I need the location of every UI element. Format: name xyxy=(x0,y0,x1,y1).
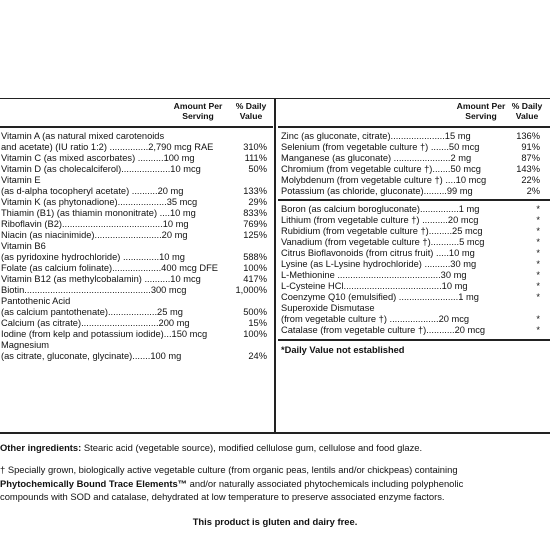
nutrient-label-line-1: Vitamin A (as natural mixed carotenoids xyxy=(1,131,165,141)
footnote-line-2 xyxy=(0,477,550,491)
nutrient-label-line-1: Boron (as calcium borogluconate)...............1 mg xyxy=(281,204,480,214)
right-header xyxy=(278,98,550,128)
nutrient-label-line-2: (as calcium pantothenate)...................25 mg xyxy=(1,307,183,317)
daily-value-percent: 87% xyxy=(521,153,540,163)
nutrient-label-line-1: Vanadium (from vegetable culture †)...........5 mcg xyxy=(281,237,485,247)
nutrient-row xyxy=(278,259,550,270)
nutrient-label-line-1: Niacin (as niacinimide)..........................20 mg xyxy=(1,230,188,240)
nutrient-row xyxy=(278,164,550,175)
nutrient-label-line-1: Rubidium (from vegetable culture †).........25 mcg xyxy=(281,226,483,236)
amount-per-serving-header: Amount Per Serving xyxy=(173,101,223,121)
nutrient-row xyxy=(0,296,273,318)
daily-value-percent: 2% xyxy=(526,186,540,196)
nutrient-label-line-1: Pantothenic Acid xyxy=(1,296,71,306)
nutrient-label-line-1: Zinc (as gluconate, citrate).....................15 mg xyxy=(281,131,471,141)
daily-value-percent: 100% xyxy=(243,263,267,273)
nutrient-label-line-1: Thiamin (B1) (as thiamin mononitrate) ....10 mg xyxy=(1,208,196,218)
daily-value-percent: * xyxy=(536,325,540,335)
nutrient-row xyxy=(278,248,550,259)
footnote-line-3: compounds with SOD and catalase, dehydrated at low temperature to preserve associated enzyme factors. xyxy=(0,491,445,502)
daily-value-percent: 500% xyxy=(243,307,267,317)
daily-value-percent: * xyxy=(536,248,540,258)
amount-per-serving-header: Amount Per Serving xyxy=(456,101,506,121)
footnote-line-1: † Specially grown, biologically active vegetable culture (from organic peas, lentils and/or chickpeas) containing xyxy=(0,464,458,475)
nutrient-label-line-2: (as d-alpha tocopheryl acetate) ..........20 mg xyxy=(1,186,184,196)
nutrient-row xyxy=(278,292,550,303)
nutrient-label xyxy=(1,153,195,164)
nutrient-label xyxy=(281,259,476,270)
nutrient-row xyxy=(0,164,273,175)
nutrient-label xyxy=(1,208,196,219)
left-header xyxy=(0,98,273,128)
nutrient-row xyxy=(278,142,550,153)
footnote-line-2-rest: and/or naturally associated phytochemicals including polyphenolic xyxy=(187,477,464,489)
nutrient-label xyxy=(1,175,183,197)
daily-value-percent: 136% xyxy=(516,131,540,141)
nutrient-label-line-1: Calcium (as citrate)..............................200 mg xyxy=(1,318,190,328)
daily-value-percent: * xyxy=(536,204,540,214)
nutrient-label-line-1: Lithium (from vegetable culture †) ..........20 mcg xyxy=(281,215,479,225)
nutrient-label xyxy=(281,164,481,175)
daily-value-percent: * xyxy=(536,270,540,280)
daily-value-percent: 769% xyxy=(243,219,267,229)
footnote-bold-term: Phytochemically Bound Trace Elements™ xyxy=(0,477,188,489)
nutrient-label-line-1: Vitamin D (as cholecalciferol)...................10 mcg xyxy=(1,164,201,174)
nutrient-label xyxy=(281,186,473,197)
gluten-dairy-free-note: This product is gluten and dairy free. xyxy=(192,516,358,527)
daily-value-percent: 143% xyxy=(516,164,540,174)
nutrient-label-line-1: Vitamin E xyxy=(1,175,41,185)
nutrient-row xyxy=(0,274,273,285)
daily-value-percent: 310% xyxy=(243,142,267,152)
nutrient-label xyxy=(281,237,484,248)
nutrient-row xyxy=(278,226,550,237)
nutrient-label xyxy=(1,241,185,263)
nutrient-label xyxy=(1,197,197,208)
nutrient-row xyxy=(0,263,273,274)
left-column xyxy=(0,98,273,362)
nutrient-row xyxy=(0,241,273,263)
nutrient-label xyxy=(281,226,483,237)
nutrient-row xyxy=(0,153,273,164)
nutrient-row xyxy=(0,285,273,296)
nutrient-label-line-1: Vitamin C (as mixed ascorbates) ..........100 mg xyxy=(1,153,195,163)
nutrient-label-line-1: Selenium (from vegetable culture †) .......50 mcg xyxy=(281,142,480,152)
nutrient-row xyxy=(278,186,550,197)
nutrient-label xyxy=(281,175,486,186)
nutrient-label-line-1: Vitamin B12 (as methylcobalamin) ..........10 mcg xyxy=(1,274,201,284)
nutrient-row xyxy=(0,197,273,208)
nutrient-label xyxy=(1,263,218,274)
nutrient-label xyxy=(281,131,471,142)
daily-value-percent: 15% xyxy=(248,318,267,328)
nutrient-label xyxy=(1,285,186,296)
nutrient-label-line-1: Potassium (as chloride, gluconate).........99 mg xyxy=(281,186,473,196)
nutrient-label-line-1: Vitamin B6 xyxy=(1,241,46,251)
daily-value-percent: 50% xyxy=(248,164,267,174)
right-rows-other xyxy=(278,201,550,341)
nutrient-label xyxy=(281,325,485,336)
other-ingredients-label: Other ingredients: xyxy=(0,442,82,453)
daily-value-percent: 24% xyxy=(248,351,267,361)
nutrient-label-line-1: Magnesium xyxy=(1,340,50,350)
nutrient-label-line-1: Molybdenum (from vegetable culture †) ....10 mcg xyxy=(281,175,487,185)
nutrient-label-line-1: Iodine (from kelp and potassium iodide)...150 mcg xyxy=(1,329,208,339)
nutrient-label-line-1: Biotin.................................................300 mcg xyxy=(1,285,187,295)
daily-value-percent: 111% xyxy=(244,153,267,163)
daily-value-percent: 22% xyxy=(521,175,540,185)
nutrient-label-line-1: Manganese (as gluconate) ......................2 mg xyxy=(281,153,472,163)
nutrient-row xyxy=(0,131,273,153)
nutrient-label xyxy=(281,303,469,325)
daily-value-percent: 133% xyxy=(243,186,267,196)
nutrient-label xyxy=(281,153,471,164)
daily-value-percent: 100% xyxy=(243,329,267,339)
left-rows xyxy=(0,128,273,362)
footnote xyxy=(0,463,550,504)
nutrient-label xyxy=(1,318,190,329)
nutrient-label-line-1: Coenzyme Q10 (emulsified) .......................1 mg xyxy=(281,292,479,302)
nutrient-row xyxy=(0,230,273,241)
nutrient-row xyxy=(278,153,550,164)
nutrient-label xyxy=(281,281,468,292)
nutrient-row xyxy=(278,131,550,142)
nutrient-label-line-1: Riboflavin (B2).......................................10 mg xyxy=(1,219,189,229)
nutrient-label-line-2: (from vegetable culture †) ...................20 mcg xyxy=(281,314,470,324)
nutrient-label xyxy=(281,270,467,281)
daily-value-percent: 29% xyxy=(248,197,267,207)
nutrient-label xyxy=(281,248,475,259)
daily-value-percent: * xyxy=(536,281,540,291)
nutrient-label xyxy=(281,292,479,303)
daily-value-percent: * xyxy=(536,292,540,302)
nutrient-label-line-1: Lysine (as L-Lysine hydrochloride) ..........30 mg xyxy=(281,259,477,269)
nutrient-label xyxy=(1,296,183,318)
daily-value-percent: 1,000% xyxy=(235,285,267,295)
other-ingredients-text: Stearic acid (vegetable source), modified cellulose gum, cellulose and food glaze. xyxy=(83,442,423,453)
daily-value-percent: * xyxy=(536,226,540,236)
daily-value-percent: 833% xyxy=(243,208,267,218)
daily-value-percent: * xyxy=(536,237,540,247)
daily-value-percent: 91% xyxy=(521,142,540,152)
nutrient-label-line-1: Chromium (from vegetable culture †).......50 mcg xyxy=(281,164,481,174)
nutrient-label xyxy=(1,131,213,153)
nutrient-label-line-1: L-Cysteine HCl......................................10 mg xyxy=(281,281,468,291)
daily-value-percent: 417% xyxy=(243,274,267,284)
nutrient-label-line-1: Vitamin K (as phytonadione)...................35 mcg xyxy=(1,197,198,207)
right-rows-minerals xyxy=(278,128,550,201)
daily-value-note: *Daily Value not established xyxy=(281,345,405,355)
nutrient-row xyxy=(278,303,550,325)
nutrient-label-line-1: Citrus Bioflavonoids (from citrus fruit) .....10 mg xyxy=(281,248,475,258)
nutrient-row xyxy=(0,318,273,329)
nutrient-row xyxy=(278,204,550,215)
nutrient-label xyxy=(1,329,207,340)
other-ingredients xyxy=(0,441,550,455)
daily-value-percent: 125% xyxy=(243,230,267,240)
nutrient-row xyxy=(278,325,550,336)
nutrient-label-line-1: Superoxide Dismutase xyxy=(281,303,375,313)
nutrient-row xyxy=(0,175,273,197)
nutrient-label xyxy=(281,215,478,226)
nutrient-label xyxy=(1,164,201,175)
daily-value-percent: * xyxy=(536,314,540,324)
nutrient-label-line-1: L-Methionine ........................................30 mg xyxy=(281,270,467,280)
nutrient-row xyxy=(0,219,273,230)
nutrient-label xyxy=(281,204,479,215)
nutrient-label-line-1: Catalase (from vegetable culture †)...........20 mcg xyxy=(281,325,486,335)
nutrient-row xyxy=(278,215,550,226)
column-divider xyxy=(274,98,276,434)
daily-value-header: % Daily Value xyxy=(235,101,267,121)
nutrient-row xyxy=(278,175,550,186)
daily-value-percent: * xyxy=(536,259,540,269)
nutrient-label xyxy=(281,142,479,153)
nutrient-row xyxy=(0,329,273,340)
nutrient-row xyxy=(278,270,550,281)
daily-value-percent: 588% xyxy=(243,252,267,262)
nutrient-row xyxy=(278,237,550,248)
right-column xyxy=(278,98,550,356)
nutrient-label-line-2: and acetate) (IU ratio 1:2) ...............2,790 mcg RAE xyxy=(1,142,214,152)
nutrient-row xyxy=(278,281,550,292)
nutrient-row xyxy=(0,208,273,219)
daily-value-percent: * xyxy=(536,215,540,225)
nutrient-label-line-2: (as citrate, gluconate, glycinate).......100 mg xyxy=(1,351,182,361)
daily-value-header: % Daily Value xyxy=(511,101,543,121)
nutrient-label-line-2: (as pyridoxine hydrochloride) ..............10 mg xyxy=(1,252,185,262)
nutrient-label xyxy=(1,219,189,230)
nutrient-label xyxy=(1,230,188,241)
nutrient-label xyxy=(1,340,181,362)
nutrient-label xyxy=(1,274,201,285)
nutrient-label-line-1: Folate (as calcium folinate)...................400 mcg DFE xyxy=(1,263,219,273)
nutrient-row xyxy=(0,340,273,362)
